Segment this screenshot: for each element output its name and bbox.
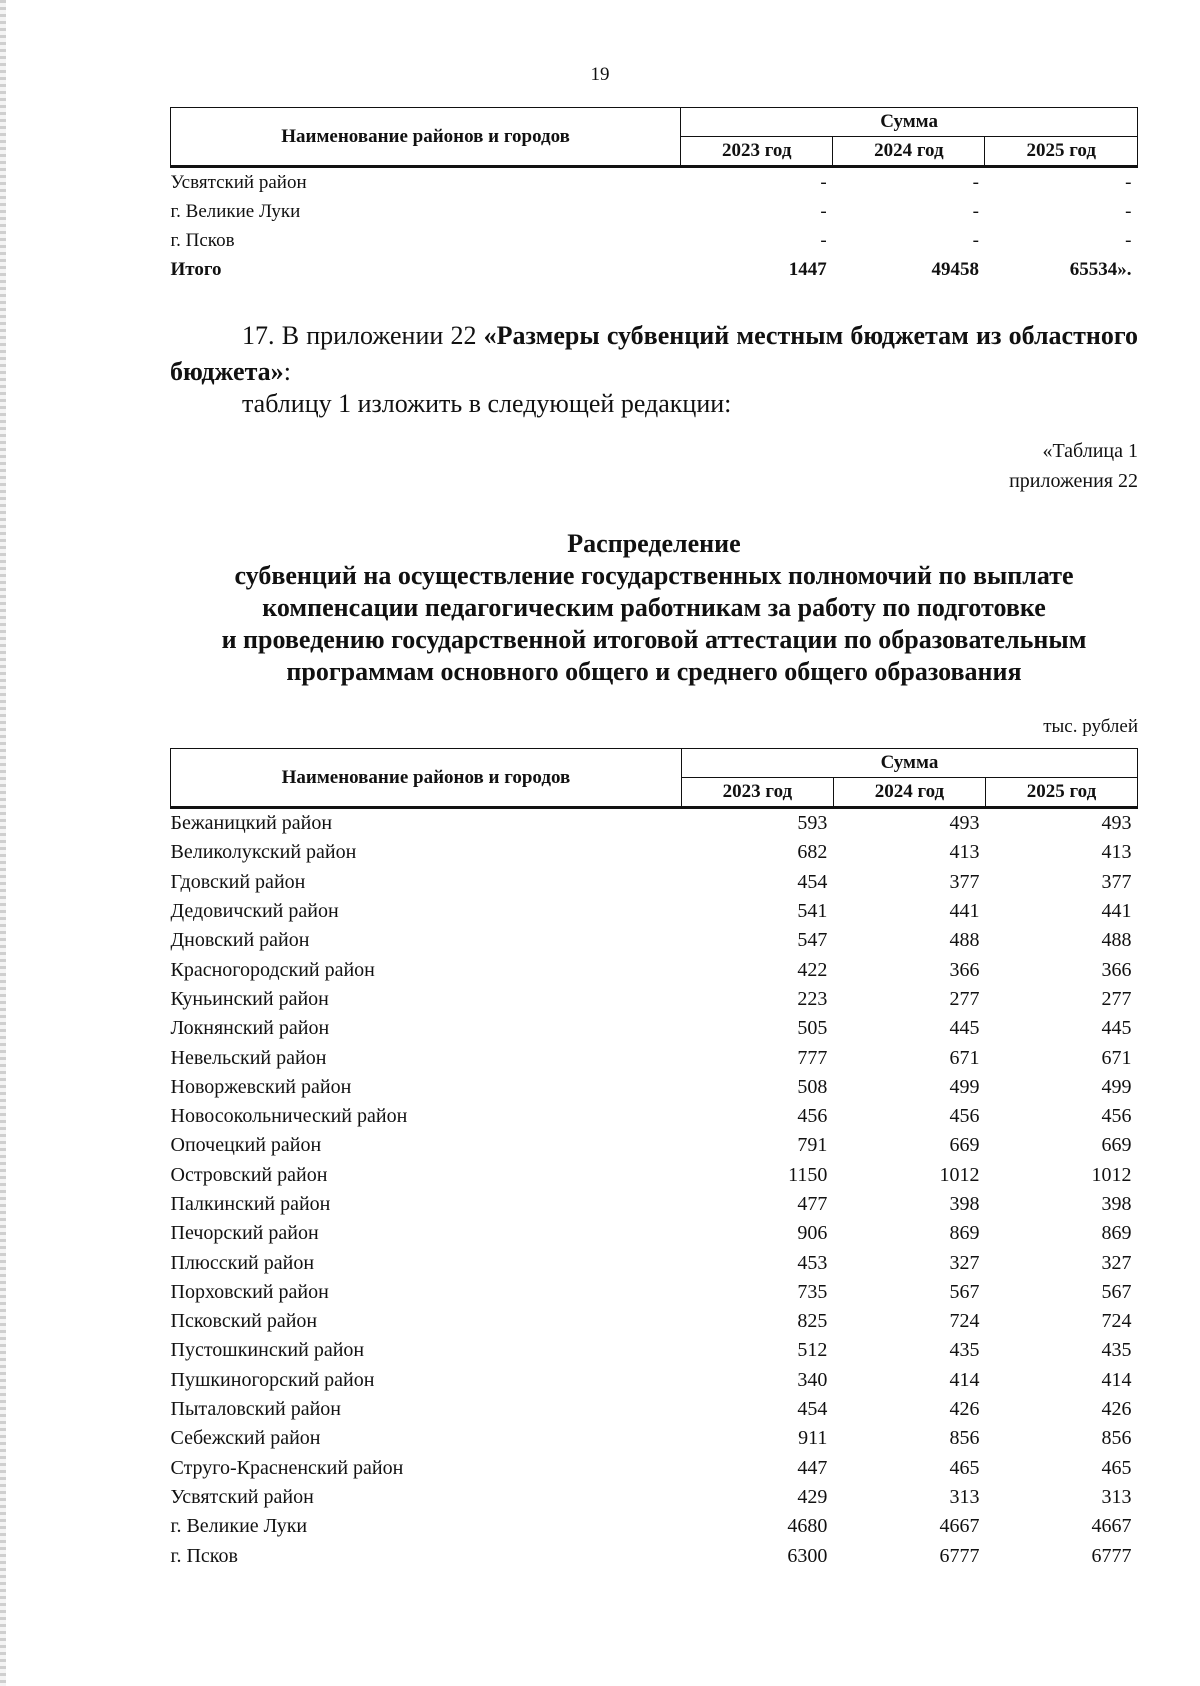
row-name: Порховский район <box>170 1280 329 1303</box>
row-value: 906 <box>797 1222 828 1245</box>
table-row <box>171 1307 1138 1336</box>
table-row <box>171 1336 1138 1365</box>
row-value: 777 <box>797 1046 828 1069</box>
row-value: 541 <box>797 900 828 923</box>
row-value: 505 <box>797 1017 828 1040</box>
row-value: 1150 <box>788 1163 828 1186</box>
table-row <box>171 1190 1138 1219</box>
row-name: Бежаницкий район <box>170 812 333 835</box>
row-value: 869 <box>1101 1222 1132 1245</box>
table-row <box>171 985 1138 1014</box>
header-year: 2023 год <box>681 778 833 808</box>
row-value: 340 <box>797 1368 828 1391</box>
table-main <box>170 748 1138 1571</box>
row-name: Себежский район <box>170 1427 321 1450</box>
row-value: - <box>972 200 979 222</box>
row-value: 499 <box>949 1075 980 1098</box>
row-value: 791 <box>797 1134 828 1157</box>
row-name: Красногородский район <box>170 958 375 981</box>
page-number <box>0 64 1200 86</box>
row-value: 724 <box>1101 1310 1132 1333</box>
units-label: тыс. рублей <box>1043 716 1138 737</box>
row-value: - <box>1125 171 1132 193</box>
table-heading <box>170 528 1138 688</box>
row-value: 441 <box>1101 900 1132 923</box>
row-name: г. Великие Луки <box>170 200 301 222</box>
row-name: Печорский район <box>170 1222 319 1245</box>
heading-line: субвенций на осуществление государственных полномочий по выплате <box>234 561 1074 590</box>
row-name: Усвятский район <box>170 1485 314 1508</box>
row-value: 313 <box>949 1485 980 1508</box>
row-name: Усвятский район <box>170 171 307 193</box>
row-value: 735 <box>797 1280 828 1303</box>
row-value: 277 <box>949 987 980 1010</box>
paragraph-17 <box>170 318 1138 390</box>
row-value: 456 <box>797 1105 828 1128</box>
total-row <box>171 256 1138 285</box>
row-value: - <box>820 229 827 251</box>
row-value: 414 <box>1101 1368 1132 1391</box>
row-value: - <box>1125 200 1132 222</box>
row-value: 465 <box>1101 1456 1132 1479</box>
table-row <box>171 1248 1138 1277</box>
row-value: 313 <box>1101 1485 1132 1508</box>
row-value: 825 <box>797 1310 828 1333</box>
row-value: 429 <box>797 1485 828 1508</box>
row-value: 724 <box>949 1310 980 1333</box>
table-row <box>171 1395 1138 1424</box>
row-value: 422 <box>797 958 828 981</box>
row-name: Палкинский район <box>170 1193 331 1215</box>
row-value: 682 <box>797 841 828 864</box>
row-value: 493 <box>1101 812 1132 835</box>
row-value: 327 <box>949 1251 980 1274</box>
table-row <box>171 1161 1138 1190</box>
row-value: - <box>972 171 979 193</box>
header-name: Наименование районов и городов <box>171 749 682 808</box>
table-main-body <box>171 808 1138 1571</box>
row-value: 435 <box>949 1339 980 1362</box>
row-value: 366 <box>1101 958 1132 981</box>
row-value: 671 <box>1101 1046 1132 1069</box>
row-value: 426 <box>1101 1398 1132 1421</box>
row-value: 567 <box>1101 1280 1132 1303</box>
row-name: Новоржевский район <box>170 1075 352 1098</box>
heading-line: программам основного общего и среднего общего образования <box>286 657 1022 686</box>
table-previous-body <box>171 167 1138 285</box>
row-name: Дновский район <box>170 929 310 952</box>
table-row <box>171 167 1138 198</box>
total-value: 49458 <box>931 259 979 281</box>
row-name: г. Псков <box>170 1544 238 1567</box>
table-row <box>171 926 1138 955</box>
row-value: 223 <box>797 987 828 1010</box>
header-sum: Сумма <box>681 749 1137 778</box>
row-value: 377 <box>949 870 980 893</box>
header-year: 2025 год <box>985 778 1137 808</box>
row-name: Локнянский район <box>170 1017 330 1040</box>
total-label: Итого <box>170 259 222 281</box>
row-value: 1012 <box>939 1163 980 1186</box>
paragraph-number: 17. В приложении 22 <box>242 321 484 350</box>
header-year: 2024 год <box>833 137 985 167</box>
row-value: 456 <box>1101 1105 1132 1128</box>
row-value: 669 <box>1101 1134 1132 1157</box>
row-value: 398 <box>1101 1193 1132 1215</box>
row-value: 4667 <box>1091 1515 1132 1538</box>
row-value: 856 <box>1101 1427 1132 1450</box>
header-year: 2023 год <box>681 137 833 167</box>
row-name: Струго-Красненский район <box>170 1456 404 1479</box>
header-sum: Сумма <box>681 108 1138 137</box>
row-name: Пустошкинский район <box>170 1339 365 1362</box>
row-name: Пыталовский район <box>170 1398 342 1421</box>
row-value: 593 <box>797 812 828 835</box>
row-value: 441 <box>949 900 980 923</box>
table-row <box>171 226 1138 255</box>
row-value: 1012 <box>1091 1163 1132 1186</box>
paragraph-title: «Размеры субвенций местным бюджетам из областного бюджета» <box>170 321 1138 386</box>
table-row <box>171 868 1138 897</box>
heading-line: и проведению государственной итоговой аттестации по образовательным <box>221 625 1087 654</box>
total-value: 1447 <box>788 259 827 281</box>
row-name: Плюсский район <box>170 1251 315 1274</box>
table-row <box>171 1512 1138 1541</box>
row-value: 6300 <box>787 1544 828 1567</box>
row-value: 435 <box>1101 1339 1132 1362</box>
table-row <box>171 1424 1138 1453</box>
row-value: 447 <box>797 1456 828 1479</box>
row-value: 477 <box>797 1193 828 1215</box>
row-name: г. Псков <box>170 229 235 251</box>
row-value: 869 <box>949 1222 980 1245</box>
table-reference <box>1009 436 1138 496</box>
header-year: 2025 год <box>985 137 1138 167</box>
row-value: 493 <box>949 812 980 835</box>
page-number-text: 19 <box>590 64 610 85</box>
row-value: 413 <box>1101 841 1132 864</box>
row-value: 488 <box>1101 929 1132 952</box>
row-name: Гдовский район <box>170 870 306 893</box>
table-previous <box>170 107 1138 285</box>
row-name: Великолукский район <box>170 841 357 864</box>
row-value: 547 <box>797 929 828 952</box>
row-value: 6777 <box>939 1544 980 1567</box>
table-row <box>171 1014 1138 1043</box>
row-value: 453 <box>797 1251 828 1274</box>
total-value: 65534». <box>1069 259 1132 281</box>
table-row <box>171 1454 1138 1483</box>
header-name: Наименование районов и городов <box>171 108 681 167</box>
scan-edge <box>0 0 6 1686</box>
row-value: 366 <box>949 958 980 981</box>
row-name: Новосокольнический район <box>170 1105 408 1128</box>
row-name: Псковский район <box>170 1310 318 1333</box>
row-value: 488 <box>949 929 980 952</box>
heading-line: компенсации педагогическим работникам за работу по подготовке <box>262 593 1046 622</box>
table-row <box>171 1366 1138 1395</box>
table-reference-line: приложения 22 <box>1009 470 1138 492</box>
row-value: 413 <box>949 841 980 864</box>
row-value: 512 <box>797 1339 828 1362</box>
row-value: 454 <box>797 870 828 893</box>
table-row <box>171 1102 1138 1131</box>
table-row <box>171 1073 1138 1102</box>
row-value: 669 <box>949 1134 980 1157</box>
row-value: 454 <box>797 1398 828 1421</box>
paragraph-tail: : <box>283 357 291 386</box>
row-value: 398 <box>949 1193 980 1215</box>
table-reference-line: «Таблица 1 <box>1042 440 1138 462</box>
row-value: 456 <box>949 1105 980 1128</box>
table-row <box>171 1483 1138 1512</box>
row-value: 4680 <box>787 1515 828 1538</box>
row-value: 327 <box>1101 1251 1132 1274</box>
row-value: 856 <box>949 1427 980 1450</box>
row-name: Невельский район <box>170 1046 327 1069</box>
table-row <box>171 1043 1138 1072</box>
row-name: Дедовичский район <box>170 900 339 923</box>
header-year: 2024 год <box>833 778 985 808</box>
row-value: 426 <box>949 1398 980 1421</box>
row-name: Куньинский район <box>170 987 329 1010</box>
row-value: 445 <box>1101 1017 1132 1040</box>
row-name: Опочецкий район <box>170 1134 322 1157</box>
row-value: 567 <box>949 1280 980 1303</box>
paragraph-instruction: таблицу 1 изложить в следующей редакции: <box>242 389 732 418</box>
row-name: Пушкиногорский район <box>170 1368 375 1391</box>
table-row <box>171 955 1138 984</box>
table-row <box>171 1541 1138 1570</box>
row-value: 6777 <box>1091 1544 1132 1567</box>
row-value: 445 <box>949 1017 980 1040</box>
table-row <box>171 1131 1138 1160</box>
table-row <box>171 808 1138 839</box>
row-value: - <box>1125 229 1132 251</box>
heading-line: Распределение <box>567 529 741 558</box>
row-value: - <box>820 200 827 222</box>
row-value: 499 <box>1101 1075 1132 1098</box>
row-value: 414 <box>949 1368 980 1391</box>
row-name: г. Великие Луки <box>170 1515 308 1538</box>
table-row <box>171 197 1138 226</box>
row-value: - <box>972 229 979 251</box>
row-value: 911 <box>798 1427 828 1450</box>
table-row <box>171 838 1138 867</box>
row-value: 4667 <box>939 1515 980 1538</box>
row-value: 277 <box>1101 987 1132 1010</box>
row-value: - <box>820 171 827 193</box>
table-row <box>171 897 1138 926</box>
row-name: Островский район <box>170 1163 328 1186</box>
row-value: 377 <box>1101 870 1132 893</box>
table-row <box>171 1219 1138 1248</box>
table-row <box>171 1278 1138 1307</box>
row-value: 508 <box>797 1075 828 1098</box>
row-value: 671 <box>949 1046 980 1069</box>
row-value: 465 <box>949 1456 980 1479</box>
